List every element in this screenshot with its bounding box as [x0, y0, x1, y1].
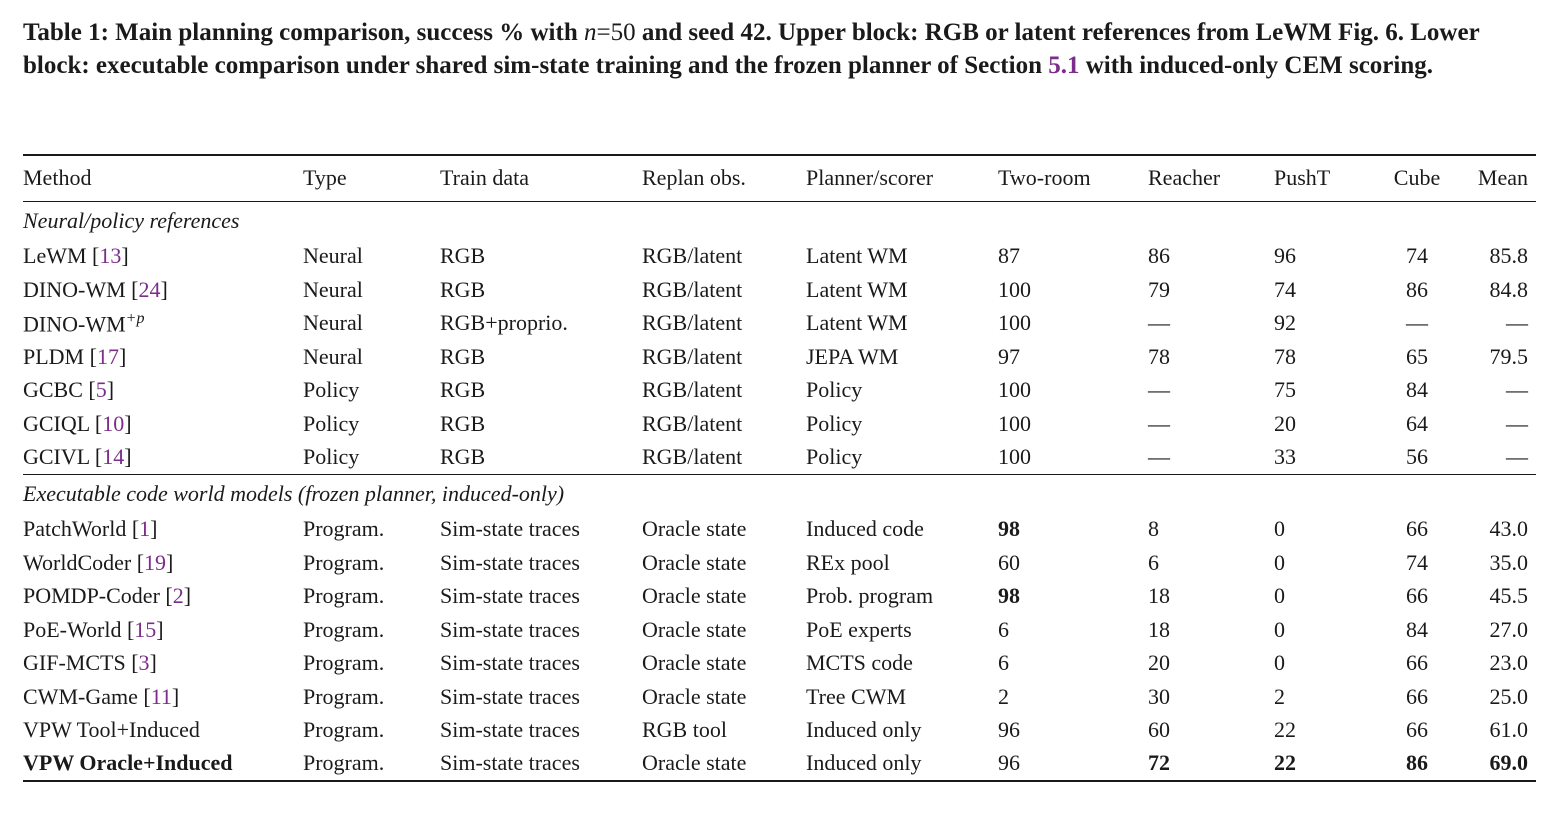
reacher-cell: 18: [1148, 616, 1170, 642]
mean-cell: —: [1506, 444, 1528, 469]
header-mean: Mean: [1452, 155, 1536, 201]
pusht-cell: 92: [1274, 310, 1296, 336]
type-cell: Program.: [303, 683, 385, 709]
replan-obs-cell: RGB/latent: [642, 377, 743, 403]
table-row: [23, 680, 1536, 714]
group-title: Executable code world models (frozen planner, induced-only): [23, 474, 1536, 513]
citation-link[interactable]: 17: [96, 343, 119, 369]
two-room-cell: 96: [998, 747, 1148, 781]
two-room-cell: 60: [998, 549, 1020, 575]
citation-link[interactable]: 19: [144, 549, 167, 575]
caption-n-variable: n: [583, 19, 597, 46]
pusht-cell: 75: [1274, 377, 1296, 403]
mean-cell: 45.5: [1489, 583, 1528, 609]
method-name: GCIVL: [23, 444, 90, 469]
caption-text-b: and seed 42. Upper block: RGB or latent references from LeWM Fig. 6. Lower block: executable comparison under shared sim-state training and the frozen planner of Section: [23, 19, 1480, 79]
caption-text-c: with induced-only CEM scoring.: [1085, 52, 1433, 79]
method-name: GCIQL: [23, 410, 90, 436]
planner-cell: MCTS code: [806, 650, 913, 676]
citation-link[interactable]: 2: [172, 583, 184, 609]
pusht-cell: 22: [1274, 717, 1296, 743]
two-room-cell: 100: [998, 444, 1031, 469]
reacher-cell: 20: [1148, 650, 1170, 676]
mean-cell: 69.0: [1452, 747, 1536, 781]
replan-obs-cell: RGB/latent: [642, 310, 743, 336]
pusht-cell: 0: [1274, 583, 1285, 609]
two-room-cell: 2: [998, 683, 1009, 709]
header-train-data: Train data: [440, 155, 642, 201]
table-row: [23, 580, 1536, 614]
caption-label: Table 1:: [23, 19, 109, 46]
planner-cell: Tree CWM: [806, 683, 907, 709]
table-row: [23, 240, 1536, 274]
pusht-cell: 0: [1274, 616, 1285, 642]
citation-link[interactable]: 11: [150, 683, 172, 709]
method-cell: DINO-WM [24]: [23, 276, 168, 302]
mean-cell: 23.0: [1489, 650, 1528, 676]
method-name: LeWM: [23, 243, 87, 269]
mean-cell: —: [1506, 410, 1528, 436]
replan-obs-cell: RGB/latent: [642, 276, 743, 302]
method-cell: POMDP-Coder [2]: [23, 583, 192, 609]
table-row: [23, 613, 1536, 647]
replan-obs-cell: Oracle state: [642, 747, 806, 781]
reacher-cell: —: [1148, 310, 1170, 336]
reacher-cell: 72: [1148, 747, 1274, 781]
reacher-cell: 79: [1148, 276, 1170, 302]
header-reacher: Reacher: [1148, 155, 1274, 201]
reacher-cell: 18: [1148, 583, 1170, 609]
table-row: [23, 647, 1536, 681]
method-cell: [23, 714, 303, 748]
type-cell: Program.: [303, 549, 385, 575]
table-row: [23, 307, 1536, 341]
replan-obs-cell: Oracle state: [642, 583, 747, 609]
train-data-cell: RGB: [440, 444, 486, 469]
mean-cell: 85.8: [1489, 243, 1528, 269]
cube-cell: 74: [1406, 243, 1428, 269]
method-cell: CWM-Game [11]: [23, 683, 180, 709]
train-data-cell: Sim-state traces: [440, 650, 580, 676]
table-row: [23, 513, 1536, 547]
mean-cell: 79.5: [1489, 343, 1528, 369]
cube-cell: —: [1406, 310, 1428, 336]
train-data-cell: RGB: [440, 410, 486, 436]
header-row: [23, 155, 1536, 201]
planner-cell: Policy: [806, 410, 863, 436]
method-cell: [23, 307, 303, 341]
type-cell: Program.: [303, 516, 385, 542]
train-data-cell: RGB+proprio.: [440, 310, 568, 336]
citation-link[interactable]: 13: [99, 243, 122, 269]
method-name: WorldCoder: [23, 549, 132, 575]
replan-obs-cell: RGB/latent: [642, 243, 743, 269]
planner-cell: Induced only: [806, 717, 922, 743]
citation-link[interactable]: 14: [102, 444, 125, 469]
citation-link[interactable]: 1: [139, 516, 151, 542]
replan-obs-cell: Oracle state: [642, 549, 747, 575]
planner-cell: Latent WM: [806, 276, 908, 302]
pusht-cell: 0: [1274, 549, 1285, 575]
method-cell: GCIQL [10]: [23, 410, 132, 436]
table-row: [23, 340, 1536, 374]
planner-cell: Policy: [806, 377, 863, 403]
replan-obs-cell: Oracle state: [642, 516, 747, 542]
header-type: Type: [303, 155, 440, 201]
pusht-cell: 96: [1274, 243, 1296, 269]
two-room-cell: 97: [998, 343, 1020, 369]
two-room-cell: 87: [998, 243, 1020, 269]
reacher-cell: 78: [1148, 343, 1170, 369]
mean-cell: 61.0: [1489, 717, 1528, 743]
table-caption: [23, 16, 1543, 82]
mean-cell: —: [1506, 310, 1528, 336]
replan-obs-cell: RGB/latent: [642, 343, 743, 369]
reacher-cell: —: [1148, 377, 1170, 403]
two-room-cell: 100: [998, 410, 1031, 436]
cube-cell: 56: [1406, 444, 1428, 469]
citation-link[interactable]: 5: [95, 377, 107, 403]
header-planner: Planner/scorer: [806, 155, 998, 201]
planner-cell: Induced only: [806, 747, 998, 781]
mean-cell: —: [1506, 377, 1528, 403]
type-cell: Neural: [303, 276, 363, 302]
table-row: [23, 441, 1536, 475]
pusht-cell: 74: [1274, 276, 1296, 302]
train-data-cell: Sim-state traces: [440, 717, 580, 743]
header-two-room: Two-room: [998, 155, 1148, 201]
cube-cell: 66: [1406, 650, 1428, 676]
header-replan-obs: Replan obs.: [642, 155, 806, 201]
table-row: [23, 273, 1536, 307]
method-cell: PoE-World [15]: [23, 616, 164, 642]
two-room-cell: 100: [998, 276, 1031, 302]
two-room-cell: 98: [998, 583, 1020, 609]
planner-cell: Policy: [806, 444, 863, 469]
pusht-cell: 0: [1274, 516, 1285, 542]
method-name: PoE-World: [23, 616, 122, 642]
group-header-row: [23, 474, 1536, 513]
header-cube: Cube: [1382, 155, 1452, 201]
group-title: Neural/policy references: [23, 207, 240, 233]
method-name: GIF-MCTS: [23, 650, 126, 676]
method-cell: LeWM [13]: [23, 243, 129, 269]
method-name: CWM-Game: [23, 683, 138, 709]
replan-obs-cell: Oracle state: [642, 616, 747, 642]
train-data-cell: Sim-state traces: [440, 616, 580, 642]
mean-cell: 35.0: [1489, 549, 1528, 575]
train-data-cell: Sim-state traces: [440, 516, 580, 542]
method-cell: WorldCoder [19]: [23, 549, 174, 575]
method-name: VPW Oracle+Induced: [23, 750, 233, 776]
type-cell: Program.: [303, 583, 385, 609]
type-cell: Policy: [303, 377, 360, 403]
replan-obs-cell: RGB/latent: [642, 410, 743, 436]
cube-cell: 84: [1406, 377, 1428, 403]
pusht-cell: 0: [1274, 650, 1285, 676]
cube-cell: 66: [1406, 516, 1428, 542]
cube-cell: 64: [1406, 410, 1428, 436]
reacher-cell: 6: [1148, 549, 1159, 575]
pusht-cell: 2: [1274, 683, 1285, 709]
method-cell: GIF-MCTS [3]: [23, 650, 157, 676]
planner-cell: JEPA WM: [806, 343, 899, 369]
planner-cell: Latent WM: [806, 310, 908, 336]
two-room-cell: 100: [998, 310, 1031, 336]
type-cell: Program.: [303, 717, 385, 743]
table-row: [23, 714, 1536, 748]
train-data-cell: RGB: [440, 276, 486, 302]
train-data-cell: Sim-state traces: [440, 747, 642, 781]
reacher-cell: 60: [1148, 717, 1170, 743]
two-room-cell: 100: [998, 377, 1031, 403]
replan-obs-cell: Oracle state: [642, 650, 747, 676]
planner-cell: Latent WM: [806, 243, 908, 269]
replan-obs-cell: RGB tool: [642, 717, 727, 743]
pusht-cell: 33: [1274, 444, 1296, 469]
results-table: [23, 154, 1536, 782]
planner-cell: REx pool: [806, 549, 890, 575]
header-method: Method: [23, 155, 303, 201]
two-room-cell: 6: [998, 650, 1009, 676]
table-body: [23, 201, 1536, 781]
method-name: PatchWorld: [23, 516, 127, 542]
planner-cell: Induced code: [806, 516, 924, 542]
table-row: [23, 747, 1536, 781]
type-cell: Policy: [303, 444, 360, 469]
cube-cell: 86: [1382, 747, 1452, 781]
cube-cell: 86: [1406, 276, 1428, 302]
replan-obs-cell: RGB/latent: [642, 444, 743, 469]
type-cell: Neural: [303, 243, 363, 269]
reacher-cell: 86: [1148, 243, 1170, 269]
two-room-cell: 98: [998, 516, 1020, 542]
method-name: VPW Tool+Induced: [23, 717, 200, 743]
mean-cell: 27.0: [1489, 616, 1528, 642]
cube-cell: 66: [1406, 683, 1428, 709]
replan-obs-cell: Oracle state: [642, 683, 747, 709]
mean-cell: 25.0: [1489, 683, 1528, 709]
type-cell: Program.: [303, 650, 385, 676]
citation-link[interactable]: 3: [138, 650, 150, 676]
method-cell: GCIVL [14]: [23, 444, 132, 469]
method-cell: PatchWorld [1]: [23, 516, 158, 542]
mean-cell: 43.0: [1489, 516, 1528, 542]
type-cell: Program.: [303, 747, 440, 781]
citation-link[interactable]: 15: [134, 616, 157, 642]
citation-link[interactable]: 10: [102, 410, 125, 436]
pusht-cell: 22: [1274, 747, 1382, 781]
type-cell: Neural: [303, 343, 363, 369]
caption-text-a: Main planning comparison, success % with: [115, 19, 578, 46]
cube-cell: 74: [1406, 549, 1428, 575]
pusht-cell: 20: [1274, 410, 1296, 436]
pusht-cell: 78: [1274, 343, 1296, 369]
section-ref-link[interactable]: 5.1: [1048, 52, 1080, 79]
train-data-cell: RGB: [440, 343, 486, 369]
method-cell: PLDM [17]: [23, 343, 127, 369]
method-name: PLDM: [23, 343, 85, 369]
train-data-cell: Sim-state traces: [440, 549, 580, 575]
cube-cell: 66: [1406, 717, 1428, 743]
caption-n-value: =50: [596, 19, 636, 46]
train-data-cell: Sim-state traces: [440, 683, 580, 709]
method-cell: [23, 747, 303, 781]
method-name: DINO-WM: [23, 276, 126, 302]
train-data-cell: RGB: [440, 377, 486, 403]
type-cell: Policy: [303, 410, 360, 436]
cube-cell: 84: [1406, 616, 1428, 642]
method-name: POMDP-Coder: [23, 583, 160, 609]
cube-cell: 66: [1406, 583, 1428, 609]
cube-cell: 65: [1406, 343, 1428, 369]
mean-cell: 84.8: [1489, 276, 1528, 302]
method-name: GCBC: [23, 377, 83, 403]
method-cell: GCBC [5]: [23, 377, 115, 403]
type-cell: Neural: [303, 310, 363, 336]
type-cell: Program.: [303, 616, 385, 642]
two-room-cell: 6: [998, 616, 1009, 642]
planner-cell: PoE experts: [806, 616, 912, 642]
method-superscript: +p: [125, 309, 145, 327]
header-pusht: PushT: [1274, 155, 1382, 201]
table-row: [23, 374, 1536, 408]
table-row: [23, 546, 1536, 580]
reacher-cell: —: [1148, 444, 1170, 469]
reacher-cell: 8: [1148, 516, 1159, 542]
reacher-cell: —: [1148, 410, 1170, 436]
group-header-row: [23, 201, 1536, 240]
table-row: [23, 407, 1536, 441]
citation-link[interactable]: 24: [138, 276, 161, 302]
method-name: DINO-WM: [23, 310, 126, 336]
planner-cell: Prob. program: [806, 583, 934, 609]
reacher-cell: 30: [1148, 683, 1170, 709]
two-room-cell: 96: [998, 717, 1020, 743]
train-data-cell: RGB: [440, 243, 486, 269]
train-data-cell: Sim-state traces: [440, 583, 580, 609]
